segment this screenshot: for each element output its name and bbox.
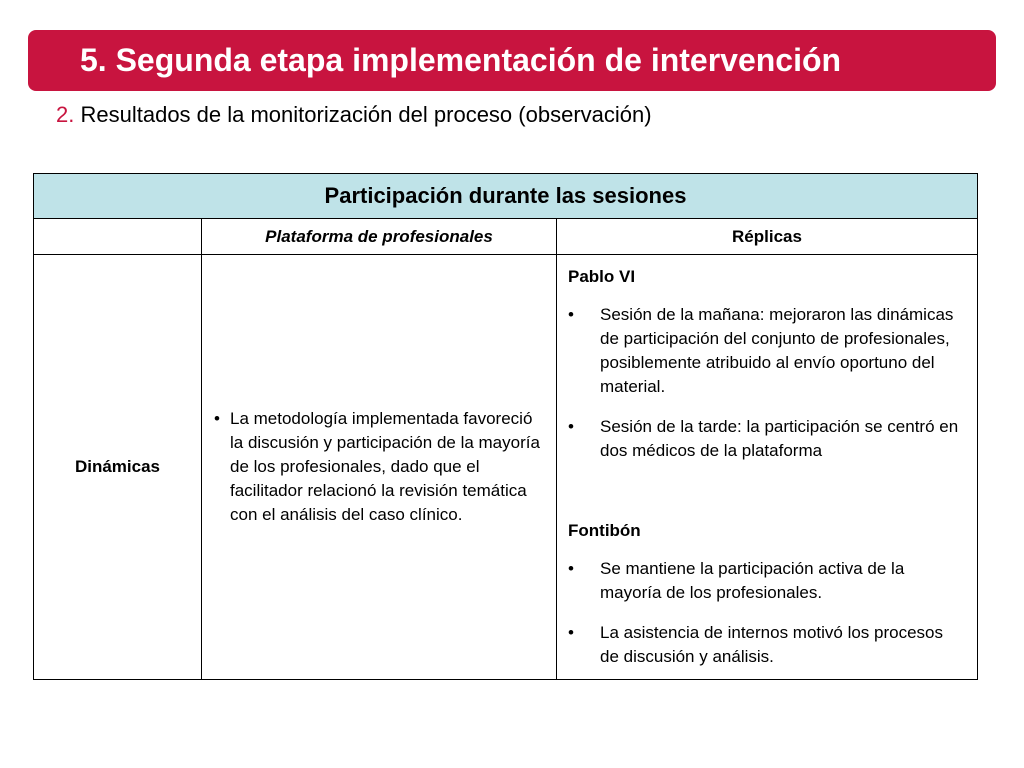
replicas-list-pablo-vi (568, 303, 965, 463)
replicas-cell (557, 255, 978, 680)
replicas-list-fontibon (568, 557, 965, 669)
list-item-text: Se mantiene la participación activa de la mayoría de los profesionales. (600, 559, 905, 602)
site-name-fontibon: Fontibón (568, 521, 641, 540)
bullet-icon: • (568, 417, 574, 436)
list-item (568, 621, 965, 669)
slide-title: 5. Segunda etapa implementación de intervención (80, 42, 842, 78)
column-header-replicas: Réplicas (557, 219, 978, 255)
plataforma-cell (202, 255, 557, 680)
list-item-text: La asistencia de internos motivó los procesos de discusión y análisis. (600, 623, 944, 666)
title-banner (28, 30, 996, 91)
table-title: Participación durante las sesiones (34, 174, 978, 219)
column-header-plataforma: Plataforma de profesionales (202, 219, 557, 255)
list-item (568, 415, 965, 463)
bullet-icon: • (568, 623, 574, 642)
row-label-dinamicas: Dinámicas (34, 255, 202, 680)
bullet-icon: • (568, 559, 574, 578)
subtitle-number: 2. (56, 102, 75, 127)
slide-subtitle (56, 102, 652, 128)
list-item (568, 303, 965, 399)
participation-table (33, 173, 978, 680)
plataforma-list (210, 407, 544, 527)
list-item: • La metodología implementada favoreció la discusión y participación de la mayoría de los profesionales, dado que el facilitador relacionó la revisión temática con el análisis del caso clínico. (230, 407, 544, 527)
list-item-text: Sesión de la mañana: mejoraron las dinámicas de participación del conjunto de profesionales, posiblemente atribuido al envío oportuno del material. (600, 305, 954, 396)
bullet-icon: • (568, 305, 574, 324)
list-item-text: Sesión de la tarde: la participación se centró en dos médicos de la plataforma (600, 417, 959, 460)
subtitle-text: Resultados de la monitorización del proceso (observación) (80, 102, 652, 127)
site-name-pablo-vi: Pablo VI (568, 267, 636, 286)
column-header-empty (34, 219, 202, 255)
table-row (34, 255, 978, 680)
list-item (568, 557, 965, 605)
